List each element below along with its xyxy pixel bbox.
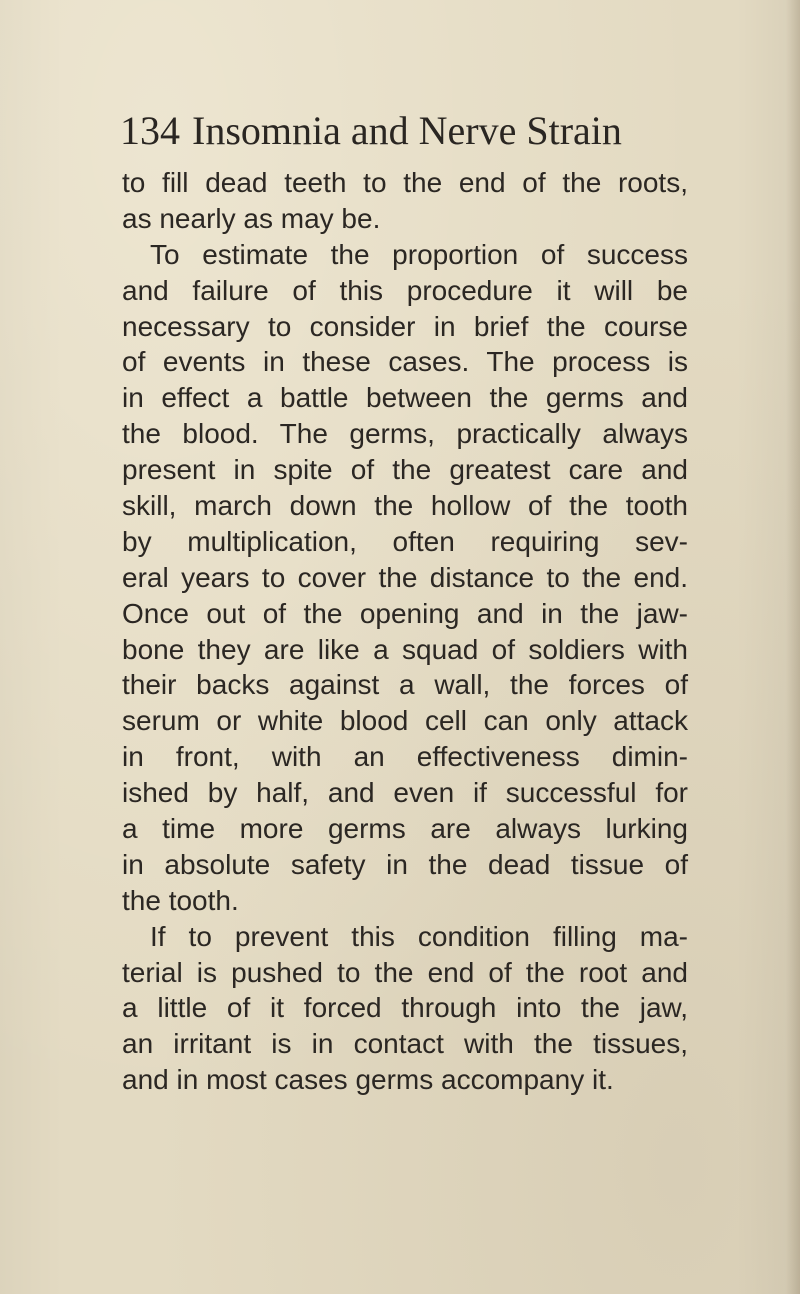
text-line: skill, march down the hollow of the tooth (122, 490, 688, 522)
text-line: a little of it forced through into the jaw, (122, 992, 688, 1024)
text-line: To estimate the proportion of success (150, 238, 688, 270)
text-line: in effect a battle between the germs and (122, 382, 688, 414)
body-text (122, 165, 688, 1098)
text-line: the tooth. (122, 884, 239, 916)
text-line: to fill dead teeth to the end of the roots, (122, 167, 688, 198)
text-line: terial is pushed to the end of the root and (122, 956, 688, 988)
text-line: the blood. The germs, practically always (122, 418, 688, 450)
text-line: in absolute safety in the dead tissue of (122, 848, 688, 880)
text-line: Once out of the opening and in the jaw- (122, 597, 688, 629)
text-line: and in most cases germs accompany it. (122, 1064, 614, 1096)
text-line: as nearly as may be. (122, 202, 381, 234)
page-edge-shadow (786, 0, 800, 1294)
text-line: eral years to cover the distance to the end. (122, 561, 688, 593)
text-line: of events in these cases. The process is (122, 346, 688, 378)
running-title: Insomnia and Nerve Strain (192, 108, 622, 153)
text-line: necessary to consider in brief the course (122, 310, 688, 342)
text-line: by multiplication, often requiring sev- (122, 525, 688, 557)
text-line: ished by half, and even if successful for (122, 777, 688, 809)
text-line: If to prevent this condition filling ma- (150, 920, 688, 952)
text-line: their backs against a wall, the forces of (122, 669, 688, 701)
text-line: a time more germs are always lurking (122, 813, 688, 845)
text-line: present in spite of the greatest care and (122, 454, 688, 486)
text-line: in front, with an effectiveness dimin- (122, 741, 688, 773)
running-head (120, 106, 622, 156)
text-line: bone they are like a squad of soldiers with (122, 633, 688, 665)
text-line: and failure of this procedure it will be (122, 274, 688, 306)
text-line: serum or white blood cell can only attack (122, 705, 688, 737)
text-line: an irritant is in contact with the tissues, (122, 1028, 688, 1060)
page-number: 134 (120, 108, 180, 153)
